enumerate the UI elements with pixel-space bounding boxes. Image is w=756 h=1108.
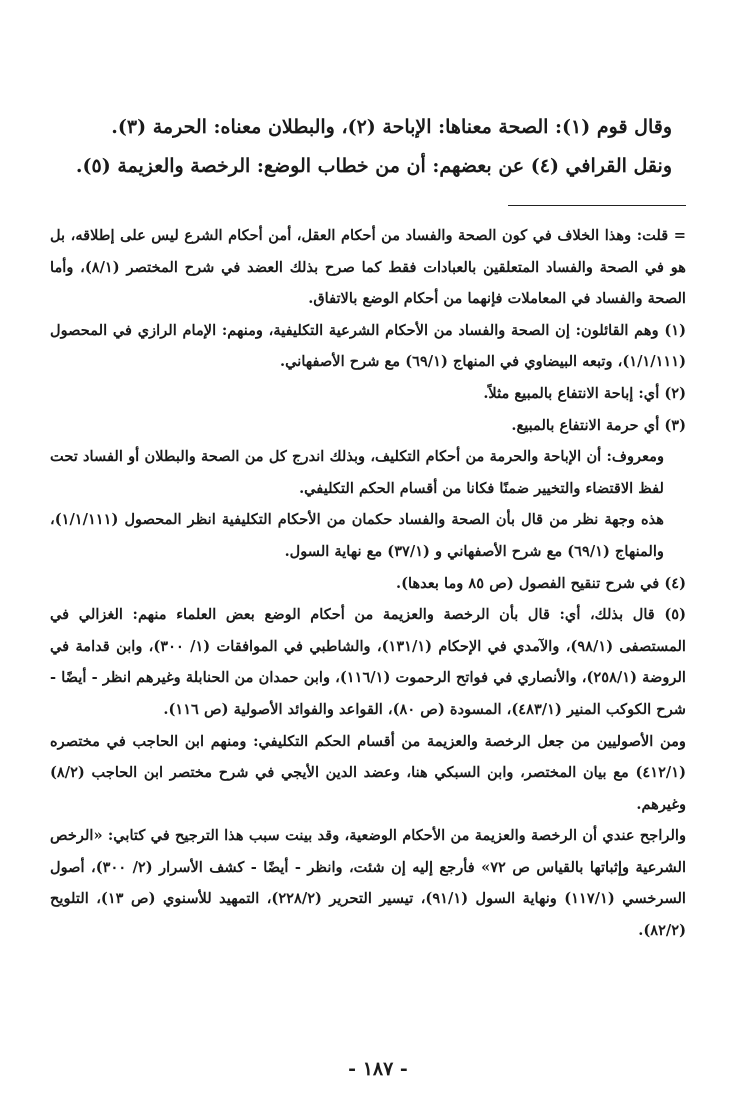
footnote-5-paragraph-2: والراجح عندي أن الرخصة والعزيمة من الأحكام الوضعية، وقد بينت سبب هذا الترجيح في كتابي: «الرخص الشرعية وإثباتها بالقياس ص ٧٢» فأرجع إليه إن شئت، وانظر - أيضًا - كشف الأسرار (٢/ ٣٠٠)، أصول السرخسي (١١٧/١) ونهاية السول (٩١/١)، تيسير التحرير (٢٢٨/٢)، التمهيد للأسنوي (ص ١٣)، التلويح (٨٢/٢). (50, 827, 686, 940)
footnote-1: (١) وهم القائلون: إن الصحة والفساد من الأحكام الشرعية التكليفية، ومنهم: الإمام الرازي في المحصول (١/١/١١١)، وتبعه البيضاوي في المنهاج (٦٩/١) مع شرح الأصفهاني. (50, 321, 686, 371)
footnote-separator (508, 205, 686, 206)
footnote-continuation: = قلت: وهذا الخلاف في كون الصحة والفساد من أحكام العقل، أمن أحكام الشرع ليس على إطلاقه، بل هو في الصحة والفساد المتعلقين بالعبادات فقط كما صرح بذلك العضد في شرح المختصر (٨/١)، وأما الصحة والفساد في المعاملات فإنهما من أحكام الوضع بالاتفاق. (50, 227, 687, 308)
footnote-3: (٣) أي حرمة الانتفاع بالمبيع. (511, 416, 686, 434)
main-text-line-1: وقال قوم (١): الصحة معناها: الإباحة (٢)، والبطلان معناه: الحرمة (٣). (111, 116, 672, 138)
footnote-5-paragraph-1: ومن الأصوليين من جعل الرخصة والعزيمة من أقسام الحكم التكليفي: ومنهم ابن الحاجب في مختصره (٤١٢/١) مع بيان المختصر، وابن السبكي هنا، وعضد الدين الأيجي في شرح مختصر ابن الحاجب (٨/٢) وغيرهم. (50, 732, 686, 813)
footnote-3-paragraph-1: ومعروف: أن الإباحة والحرمة من أحكام التكليف، وبذلك اندرج كل من الصحة والبطلان أو الفساد تحت لفظ الاقتضاء والتخيير ضمنًا فكانا من أقسام الحكم التكليفي. (50, 448, 664, 497)
footnote-2: (٢) أي: إباحة الانتفاع بالمبيع مثلاً. (483, 384, 686, 402)
footnote-4: (٤) في شرح تنقيح الفصول (ص ٨٥ وما بعدها). (396, 574, 686, 592)
page-number: - ١٨٧ - (348, 1058, 408, 1080)
footnote-5: (٥) قال بذلك، أي: قال بأن الرخصة والعزيمة من أحكام الوضع بعض العلماء منهم: الغزالي في المستصفى (٩٨/١)، والآمدي في الإحكام (١٣١/١)، والشاطبي في الموافقات (١/ ٣٠٠)، وابن قدامة في الروضة (٢٥٨/١)، والأنصاري في فواتح الرحموت (١١٦/١)، وابن حمدان من الحنابلة وغيرهم انظر - أيضًا - شرح الكوكب المنير (٤٨٣/١)، المسودة (ص ٨٠)، القواعد والفوائد الأصولية (ص ١١٦). (50, 606, 686, 718)
footnotes-section (50, 220, 686, 947)
main-body-text (72, 108, 672, 186)
footnote-3-paragraph-2: هذه وجهة نظر من قال بأن الصحة والفساد حكمان من الأحكام التكليفية انظر المحصول (١/١/١١١)، والمنهاج (٦٩/١) مع شرح الأصفهاني و (٣٧/١) مع نهاية السول. (50, 511, 664, 560)
main-text-line-2: ونقل القرافي (٤) عن بعضهم: أن من خطاب الوضع: الرخصة والعزيمة (٥). (75, 155, 672, 177)
